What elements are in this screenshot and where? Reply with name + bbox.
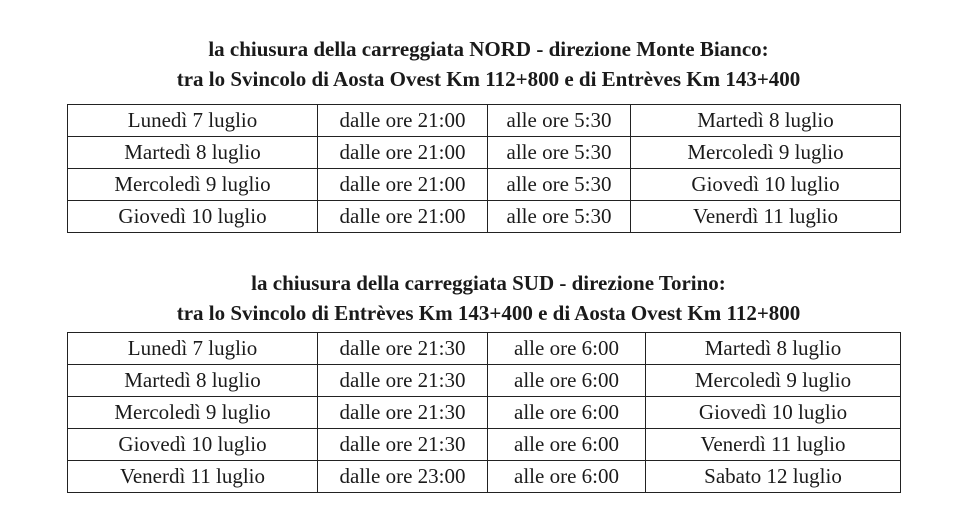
from-time-cell: dalle ore 21:30 [318, 333, 488, 365]
end-day-cell: Sabato 12 luglio [646, 461, 901, 493]
end-day-cell: Mercoledì 9 luglio [631, 137, 901, 169]
from-time-cell: dalle ore 21:00 [318, 169, 488, 201]
end-day-cell: Giovedì 10 luglio [631, 169, 901, 201]
start-day-cell: Giovedì 10 luglio [68, 201, 318, 233]
from-time-cell: dalle ore 21:00 [318, 137, 488, 169]
sud-heading-line2: tra lo Svincolo di Entrèves Km 143+400 e di Aosta Ovest Km 112+800 [176, 301, 801, 325]
from-time-cell: dalle ore 21:30 [318, 365, 488, 397]
end-day-cell: Giovedì 10 luglio [646, 397, 901, 429]
table-row [68, 461, 901, 493]
table-row [68, 169, 901, 201]
start-day-cell: Martedì 8 luglio [68, 137, 318, 169]
table-row [68, 137, 901, 169]
start-day-cell: Venerdì 11 luglio [68, 461, 318, 493]
nord-closure-heading [0, 36, 977, 96]
from-time-cell: dalle ore 23:00 [318, 461, 488, 493]
end-day-cell: Venerdì 11 luglio [631, 201, 901, 233]
table-row [68, 365, 901, 397]
table-row [68, 105, 901, 137]
sud-closure-table [67, 332, 901, 493]
to-time-cell: alle ore 5:30 [488, 137, 631, 169]
to-time-cell: alle ore 5:30 [488, 169, 631, 201]
nord-heading-line1: la chiusura della carreggiata NORD - direzione Monte Bianco: [208, 37, 769, 61]
to-time-cell: alle ore 6:00 [488, 429, 646, 461]
start-day-cell: Giovedì 10 luglio [68, 429, 318, 461]
start-day-cell: Lunedì 7 luglio [68, 333, 318, 365]
to-time-cell: alle ore 6:00 [488, 461, 646, 493]
to-time-cell: alle ore 6:00 [488, 397, 646, 429]
to-time-cell: alle ore 6:00 [488, 333, 646, 365]
end-day-cell: Venerdì 11 luglio [646, 429, 901, 461]
from-time-cell: dalle ore 21:30 [318, 429, 488, 461]
to-time-cell: alle ore 5:30 [488, 201, 631, 233]
start-day-cell: Mercoledì 9 luglio [68, 397, 318, 429]
to-time-cell: alle ore 6:00 [488, 365, 646, 397]
end-day-cell: Martedì 8 luglio [631, 105, 901, 137]
end-day-cell: Mercoledì 9 luglio [646, 365, 901, 397]
table-row [68, 429, 901, 461]
table-row [68, 333, 901, 365]
table-row [68, 201, 901, 233]
from-time-cell: dalle ore 21:00 [318, 105, 488, 137]
nord-closure-table [67, 104, 901, 233]
start-day-cell: Mercoledì 9 luglio [68, 169, 318, 201]
from-time-cell: dalle ore 21:00 [318, 201, 488, 233]
sud-heading-line1: la chiusura della carreggiata SUD - direzione Torino: [251, 271, 726, 295]
nord-heading-line2: tra lo Svincolo di Aosta Ovest Km 112+800 e di Entrèves Km 143+400 [176, 67, 801, 91]
table-row [68, 397, 901, 429]
to-time-cell: alle ore 5:30 [488, 105, 631, 137]
sud-closure-heading [0, 270, 977, 330]
start-day-cell: Lunedì 7 luglio [68, 105, 318, 137]
from-time-cell: dalle ore 21:30 [318, 397, 488, 429]
end-day-cell: Martedì 8 luglio [646, 333, 901, 365]
start-day-cell: Martedì 8 luglio [68, 365, 318, 397]
